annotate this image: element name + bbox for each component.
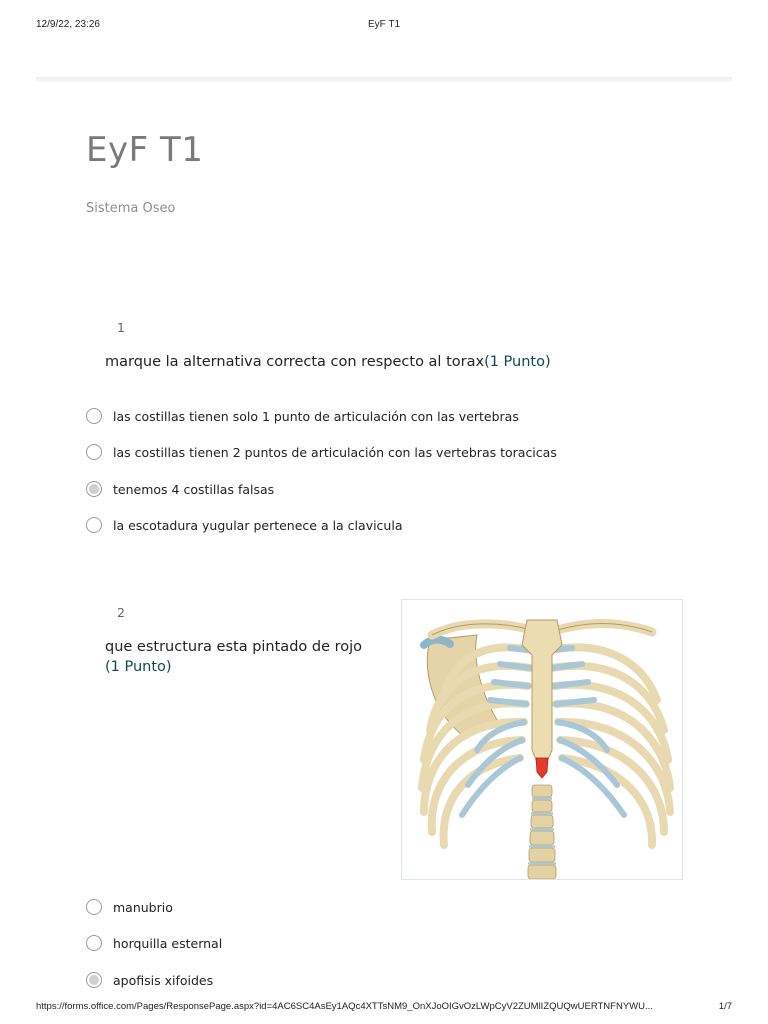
question-2-points: (1 Punto) bbox=[105, 659, 172, 675]
print-page-number: 1/7 bbox=[718, 1001, 732, 1012]
radio-button[interactable] bbox=[86, 444, 102, 460]
question-2-number: 2 bbox=[117, 605, 125, 620]
form-title: EyF T1 bbox=[86, 130, 204, 170]
question-2-prompt: que estructura esta pintado de rojo bbox=[105, 639, 363, 655]
form-top-bar bbox=[36, 77, 732, 82]
option-label: manubrio bbox=[113, 899, 173, 915]
thorax-illustration bbox=[401, 599, 683, 880]
option-label: las costillas tienen solo 1 punto de articulación con las vertebras bbox=[113, 408, 519, 424]
question-2-option-2[interactable] bbox=[86, 933, 222, 953]
question-1-option-4[interactable] bbox=[86, 515, 403, 535]
radio-button[interactable] bbox=[86, 899, 102, 915]
question-1-option-1[interactable] bbox=[86, 406, 519, 426]
print-datetime: 12/9/22, 23:26 bbox=[36, 19, 100, 30]
question-1-text bbox=[105, 352, 551, 372]
option-label: horquilla esternal bbox=[113, 935, 223, 951]
form-subtitle: Sistema Oseo bbox=[86, 201, 176, 216]
question-1-points: (1 Punto) bbox=[484, 354, 551, 370]
question-1-option-3[interactable] bbox=[86, 479, 274, 499]
print-header bbox=[0, 0, 768, 40]
option-label: tenemos 4 costillas falsas bbox=[113, 481, 275, 497]
question-1-option-2[interactable] bbox=[86, 442, 557, 462]
option-label: las costillas tienen 2 puntos de articulación con las vertebras toracicas bbox=[113, 444, 557, 460]
question-2-option-1[interactable] bbox=[86, 897, 173, 917]
question-2-text bbox=[105, 637, 362, 677]
print-footer bbox=[0, 984, 768, 1024]
radio-button[interactable] bbox=[86, 517, 102, 533]
radio-button[interactable] bbox=[86, 408, 102, 424]
option-label: apofisis xifoides bbox=[113, 972, 214, 988]
rib-cage-image bbox=[402, 600, 682, 879]
print-page-title: EyF T1 bbox=[367, 19, 401, 30]
print-url: https://forms.office.com/Pages/ResponsePage.aspx?id=4AC6SC4AsEy1AQc4XTTsNM9_OnXJoOIGvOzLWpCyV2ZUMlIZQUQwUERTNFNYWU... bbox=[36, 1001, 653, 1012]
question-1-prompt: marque la alternativa correcta con respecto al torax bbox=[105, 354, 485, 370]
question-1-number: 1 bbox=[117, 320, 125, 335]
option-label: la escotadura yugular pertenece a la clavicula bbox=[113, 517, 403, 533]
radio-button[interactable] bbox=[86, 935, 102, 951]
radio-button-selected[interactable] bbox=[86, 481, 102, 497]
